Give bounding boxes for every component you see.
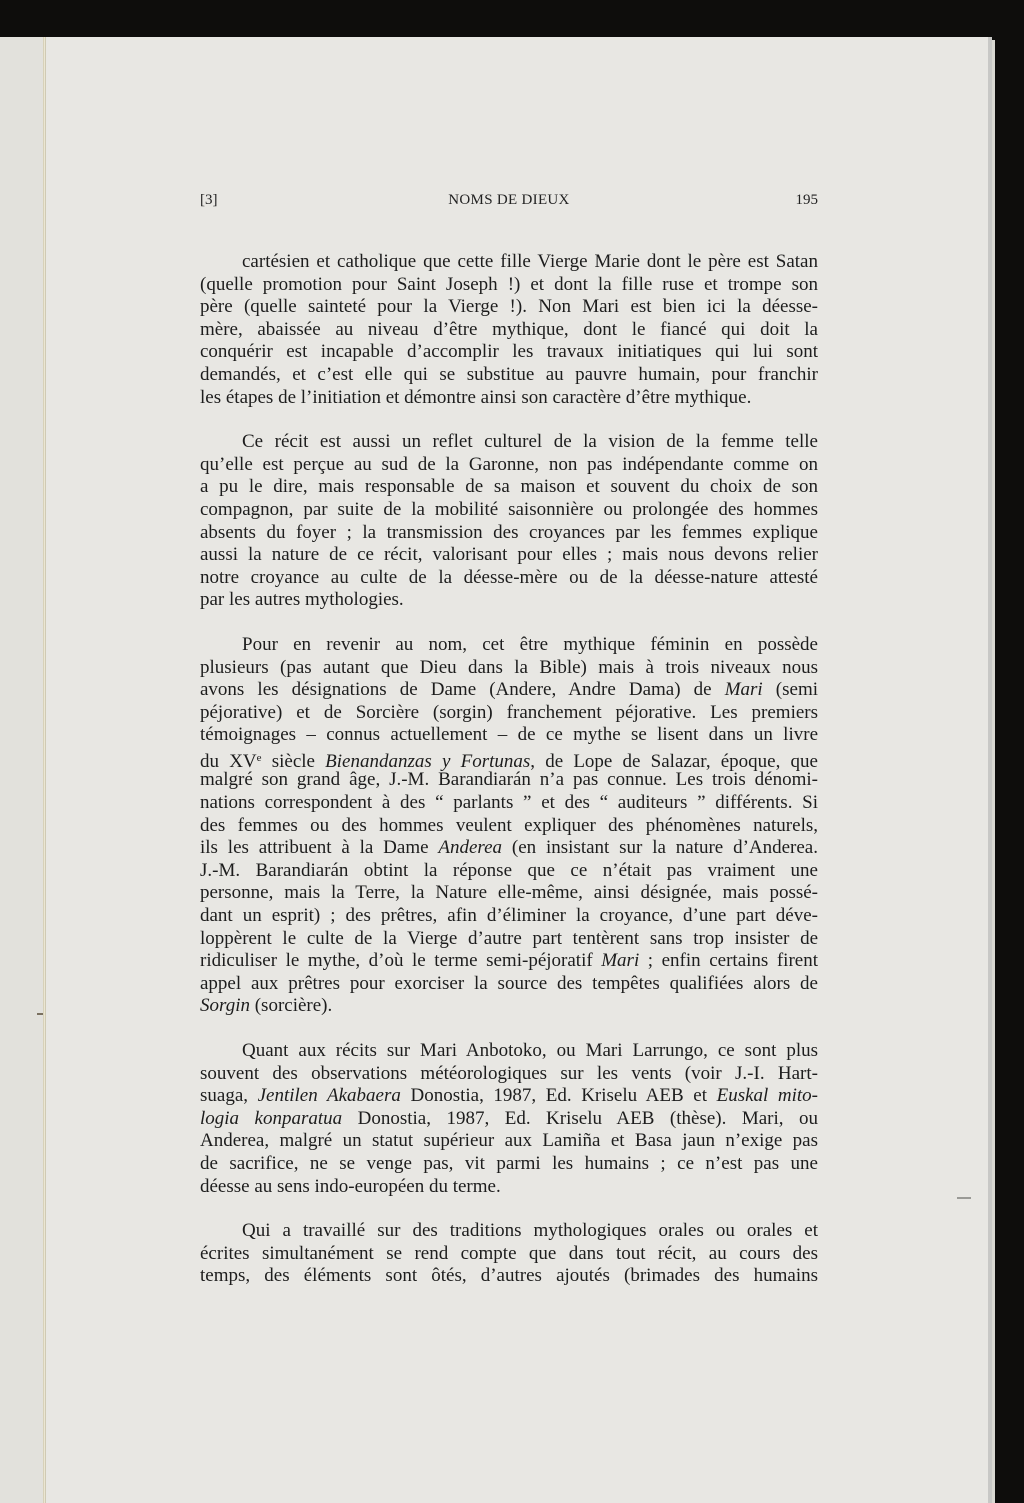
text-line [200,251,818,274]
text-line [200,860,818,883]
text-segment: déesse au sens indo-européen du terme. [200,1175,501,1197]
text-line [200,1085,818,1108]
text-line [200,544,818,567]
text-segment: temps, des éléments sont ôtés, d’autres ajoutés (brimades des humains [200,1265,818,1287]
text-line [200,522,818,545]
text-segment: souvent des observations météorologiques sur les vents (voir J.-I. Hart- [200,1062,818,1084]
text-segment: absents du foyer ; la transmission des croyances par les femmes explique [200,521,818,543]
text-line [200,815,818,838]
text-line [200,1063,818,1086]
page-edge [992,40,995,1503]
running-header [200,192,818,214]
text-line [200,1040,818,1063]
text-line [200,296,818,319]
text-segment: écrites simultanément se rend compte que dans tout récit, au cours des [200,1242,818,1264]
text-segment: malgré son grand âge, J.-M. Barandiarán n’a pas connue. Les trois dénomi- [200,769,818,791]
text-segment: (en insistant sur la nature d’Anderea. [502,837,818,859]
text-segment: (quelle promotion pour Saint Joseph !) et dont la fille ruse et trompe son [200,273,818,295]
text-line [200,431,818,454]
text-line [200,747,818,770]
paragraph [200,431,818,612]
text-line [200,1108,818,1131]
text-segment: (semi [762,679,818,701]
facing-page [0,37,45,1503]
text-line [200,769,818,792]
text-segment: demandés, et c’est elle qui se substitue au pauvre humain, pour franchir [200,363,818,385]
italic-text: Jentilen Akabaera [257,1085,401,1107]
text-segment: ridiculiser le mythe, d’où le terme semi-péjoratif [200,950,602,972]
text-line [200,634,818,657]
text-segment: qu’elle est perçue au sud de la Garonne, non pas indépendante comme on [200,453,818,475]
text-line [200,950,818,973]
text-segment: des femmes ou des hommes veulent expliquer des phénomènes naturels, [200,814,818,836]
paragraph [200,1040,818,1198]
text-segment: suaga, [200,1085,258,1107]
text-line [200,1176,818,1199]
text-line [200,1243,818,1266]
italic-text: logia konparatua [200,1107,343,1129]
text-segment: les étapes de l’initiation et démontre ainsi son caractère d’être mythique. [200,386,752,408]
text-segment: Quant aux récits sur Mari Anbotoko, ou Mari Larrungo, ce sont plus [242,1040,818,1061]
text-segment: aussi la nature de ce récit, valorisant pour elles ; mais nous devons relier [200,544,818,566]
italic-text: Anderea [438,837,503,859]
text-line [200,905,818,928]
italic-text: Mari [724,679,763,701]
text-line [200,499,818,522]
body-text [200,251,818,1310]
text-segment: loppèrent le culte de la Vierge d’autre part tentèrent sans trop insister de [200,927,818,949]
margin-mark [37,1013,43,1015]
text-segment: a pu le dire, mais responsable de sa maison et souvent du choix de son [200,476,818,498]
paragraph [200,634,818,1018]
text-segment: Donostia, 1987, Ed. Kriselu AEB et [400,1085,717,1107]
text-segment: par les autres mythologies. [200,589,404,611]
text-segment: Qui a travaillé sur des traditions mythologiques orales ou orales et [242,1220,818,1242]
text-segment: (sorcière). [249,995,333,1017]
text-segment: cartésien et catholique que cette fille Vierge Marie dont le père est Satan [242,251,818,272]
text-line [200,454,818,477]
text-line [200,657,818,680]
text-line [200,679,818,702]
text-line [200,387,818,410]
text-segment: notre croyance au culte de la déesse-mère ou de la déesse-nature attesté [200,566,818,588]
text-segment: dant un esprit) ; des prêtres, afin d’éliminer la croyance, d’une part déve- [200,905,818,927]
text-segment: siècle [261,750,326,772]
paragraph [200,251,818,409]
italic-text: Sorgin [200,995,250,1017]
text-line [200,1153,818,1176]
text-line [200,702,818,725]
text-line [200,792,818,815]
text-segment: témoignages – connus actuellement – de ce mythe se lisent dans un livre [200,724,818,746]
text-line [200,364,818,387]
text-segment: père (quelle sainteté pour la Vierge !). Non Mari est bien ici la déesse- [200,296,818,318]
text-segment: mère, abaissée au niveau d’être mythique, dont le fiancé qui doit la [200,318,818,340]
text-segment: ; enfin certains firent [639,950,818,972]
text-segment: conquérir est incapable d’accomplir les travaux initiatiques qui lui sont [200,341,818,363]
margin-mark [957,1197,971,1199]
italic-text: Mari [601,950,640,972]
text-line [200,476,818,499]
text-line [200,1130,818,1153]
text-line [200,995,818,1018]
text-segment: Donostia, 1987, Ed. Kriselu AEB (thèse). Mari, ou [342,1107,818,1129]
text-line [200,724,818,747]
text-segment: péjorative) et de Sorcière (sorgin) franchement péjorative. Les premiers [200,701,818,723]
section-number: [3] [200,192,218,208]
text-segment: plusieurs (pas autant que Dieu dans la Bible) mais à trois niveaux nous [200,656,818,678]
text-line [200,319,818,342]
text-line [200,1265,818,1288]
running-title: NOMS DE DIEUX [448,192,570,208]
text-line [200,567,818,590]
text-line [200,589,818,612]
text-segment: nations correspondent à des “ parlants ” et des “ auditeurs ” différents. Si [200,792,818,814]
text-line [200,274,818,297]
text-segment: Pour en revenir au nom, cet être mythique féminin en possède [242,633,818,655]
text-segment: personne, mais la Terre, la Nature elle-même, ainsi désignée, mais possé- [200,882,818,904]
text-segment: du XV [200,750,257,772]
text-line [200,837,818,860]
text-segment: J.-M. Barandiarán obtint la réponse que ce n’était pas vraiment une [200,859,818,881]
italic-text: Bienandanzas y Fortunas [325,750,531,772]
text-segment: Ce récit est aussi un reflet culturel de la vision de la femme telle [242,431,818,453]
superscript: e [256,751,262,764]
text-segment: appel aux prêtres pour exorciser la source des tempêtes qualifiées alors de [200,972,818,994]
text-segment: , de Lope de Salazar, époque, que [530,750,818,772]
text-line [200,928,818,951]
text-segment: de sacrifice, ne se venge pas, vit parmi les humains ; ce n’est pas une [200,1152,818,1174]
text-line [200,973,818,996]
text-line [200,1220,818,1243]
paragraph [200,1220,818,1288]
text-segment: compagnon, par suite de la mobilité saisonnière ou prolongée des hommes [200,498,818,520]
text-segment: Anderea, malgré un statut supérieur aux Lamiña et Basa jaun n’exige pas [200,1130,818,1152]
text-segment: ils les attribuent à la Dame [200,837,439,859]
text-line [200,882,818,905]
italic-text: Euskal mito- [716,1085,819,1107]
text-line [200,341,818,364]
page-number: 195 [795,192,818,208]
text-segment: avons les désignations de Dame (Andere, Andre Dama) de [200,679,725,701]
